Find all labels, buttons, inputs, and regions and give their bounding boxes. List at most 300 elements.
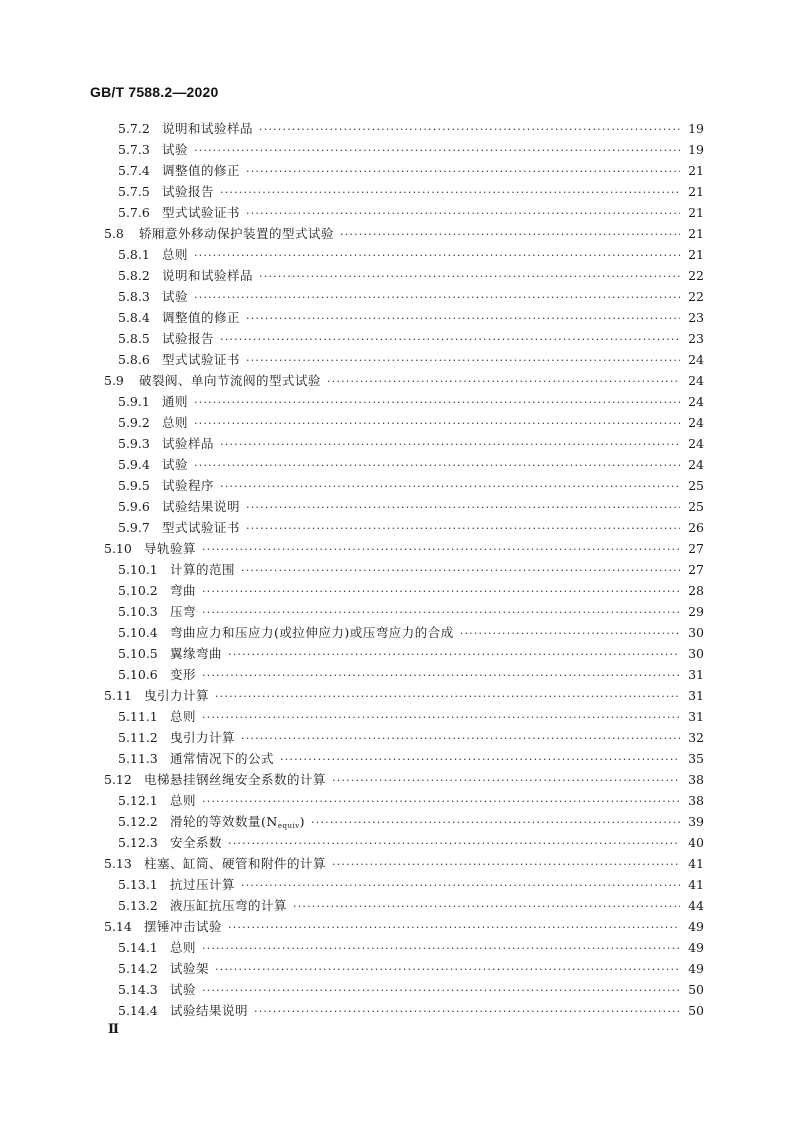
toc-title-text: 柱塞、缸筒、硬管和附件的计算 <box>144 856 327 871</box>
toc-dot-leader <box>246 161 680 182</box>
toc-title-text: 导轨验算 <box>144 541 197 556</box>
toc-title-line <box>170 979 704 1001</box>
toc-entry[interactable] <box>0 958 794 979</box>
toc-section-title <box>144 916 228 937</box>
toc-title-text: 轿厢意外移动保护装置的型式试验 <box>139 226 335 241</box>
toc-section-title <box>162 181 220 202</box>
toc-title-line <box>144 538 704 560</box>
toc-section-number: 5.9.1 <box>118 394 150 409</box>
toc-title-line <box>162 139 704 161</box>
toc-title-subscript: equiv <box>277 822 300 830</box>
toc-entry[interactable] <box>0 706 794 727</box>
toc-title-line <box>144 685 704 707</box>
toc-section-title <box>170 664 202 685</box>
toc-entry[interactable] <box>0 412 794 433</box>
toc-page-number: 19 <box>688 142 704 157</box>
toc-section-title <box>144 538 202 559</box>
toc-page-number: 24 <box>688 457 704 472</box>
toc-section-title <box>162 349 246 370</box>
toc-page-number: 29 <box>688 604 704 619</box>
toc-title-text: 曳引力计算 <box>144 688 210 703</box>
toc-section-number: 5.11.2 <box>118 730 158 745</box>
toc-section-number: 5.7.3 <box>118 142 150 157</box>
toc-page-number: 21 <box>688 163 704 178</box>
toc-title-line <box>170 790 704 812</box>
toc-title-line <box>162 328 704 350</box>
toc-page-number: 27 <box>688 562 704 577</box>
toc-title-text: 总则 <box>162 415 189 430</box>
toc-entry[interactable] <box>0 916 794 937</box>
toc-title-text: 总则 <box>170 793 197 808</box>
toc-section-title <box>144 769 332 790</box>
toc-section-number: 5.12.1 <box>118 793 158 808</box>
toc-page-number: 21 <box>688 184 704 199</box>
toc-section-number: 5.7.2 <box>118 121 150 136</box>
toc-entry[interactable] <box>0 664 794 685</box>
toc-page-number: 30 <box>688 646 704 661</box>
toc-section-number: 5.9.4 <box>118 457 150 472</box>
toc-dot-leader <box>202 602 680 623</box>
toc-page-number: 35 <box>688 751 704 766</box>
toc-title-text: 通则 <box>162 394 189 409</box>
toc-dot-leader <box>460 623 680 644</box>
toc-title-text: 试验报告 <box>162 184 215 199</box>
toc-dot-leader <box>241 728 680 749</box>
toc-section-number: 5.9.3 <box>118 436 150 451</box>
toc-entry[interactable] <box>0 895 794 916</box>
toc-section-number: 5.7.6 <box>118 205 150 220</box>
toc-entry[interactable] <box>0 853 794 874</box>
toc-section-title <box>144 685 215 706</box>
toc-title-text: 试验 <box>162 289 189 304</box>
toc-page-number: 23 <box>688 331 704 346</box>
toc-dot-leader <box>194 455 680 476</box>
toc-section-title <box>162 475 220 496</box>
toc-dot-leader <box>194 287 680 308</box>
toc-section-number: 5.9.2 <box>118 415 150 430</box>
toc-title-line <box>170 748 704 770</box>
toc-dot-leader <box>246 350 680 371</box>
toc-section-title <box>162 265 259 286</box>
toc-section-number: 5.12 <box>104 772 132 787</box>
toc-page-number: 49 <box>688 940 704 955</box>
toc-section-number: 5.14.2 <box>118 961 158 976</box>
toc-page-number: 38 <box>688 793 704 808</box>
toc-dot-leader <box>220 434 680 455</box>
toc-title-line <box>170 580 704 602</box>
toc-title-text: 变形 <box>170 667 197 682</box>
toc-title-text: 压弯 <box>170 604 197 619</box>
toc-section-number: 5.8.1 <box>118 247 150 262</box>
toc-title-line <box>170 601 704 623</box>
toc-section-number: 5.14.4 <box>118 1003 158 1018</box>
toc-title-text: 型式试验证书 <box>162 520 241 535</box>
toc-dot-leader <box>194 413 680 434</box>
toc-section-title <box>162 286 194 307</box>
toc-title-line <box>162 496 704 518</box>
toc-title-line <box>162 433 704 455</box>
toc-title-text: 电梯悬挂钢丝绳安全系数的计算 <box>144 772 327 787</box>
toc-title-text: 曳引力计算 <box>170 730 236 745</box>
toc-title-text: 试验 <box>162 142 189 157</box>
toc-title-text: 试验报告 <box>162 331 215 346</box>
toc-section-number: 5.10.3 <box>118 604 158 619</box>
toc-page-number: 25 <box>688 478 704 493</box>
toc-section-number: 5.7.4 <box>118 163 150 178</box>
toc-section-title <box>162 328 220 349</box>
toc-title-line <box>170 559 704 581</box>
toc-section-number: 5.8.2 <box>118 268 150 283</box>
toc-page-number: 25 <box>688 499 704 514</box>
toc-page-number: 28 <box>688 583 704 598</box>
toc-page-number: 21 <box>688 247 704 262</box>
toc-dot-leader <box>202 539 680 560</box>
toc-entry[interactable] <box>0 937 794 958</box>
toc-dot-leader <box>311 812 680 833</box>
toc-section-title <box>170 643 228 664</box>
toc-section-title <box>170 958 215 979</box>
toc-section-title <box>170 937 202 958</box>
toc-section-number: 5.9.6 <box>118 499 150 514</box>
toc-dot-leader <box>202 791 680 812</box>
toc-title-line <box>144 769 704 791</box>
toc-section-number: 5.13 <box>104 856 132 871</box>
toc-dot-leader <box>202 581 680 602</box>
toc-entry[interactable] <box>0 643 794 664</box>
toc-section-number: 5.14 <box>104 919 132 934</box>
toc-title-line <box>162 160 704 182</box>
toc-entry[interactable] <box>0 832 794 853</box>
toc-section-title <box>162 202 246 223</box>
toc-title-text: 试验 <box>170 982 197 997</box>
toc-title-line <box>162 265 704 287</box>
toc-title-text: 弯曲 <box>170 583 197 598</box>
toc-page-number: 24 <box>688 394 704 409</box>
toc-title-text: 型式试验证书 <box>162 352 241 367</box>
toc-dot-leader <box>340 224 680 245</box>
toc-section-title <box>162 244 194 265</box>
toc-dot-leader <box>246 308 680 329</box>
toc-section-title <box>162 517 246 538</box>
toc-title-line <box>170 1000 704 1022</box>
toc-entry[interactable] <box>0 244 794 265</box>
toc-section-title <box>170 559 241 580</box>
toc-page-number: 44 <box>688 898 704 913</box>
toc-section-number: 5.11.3 <box>118 751 158 766</box>
toc-dot-leader <box>228 917 680 938</box>
toc-title-text: 安全系数 <box>170 835 223 850</box>
toc-title-suffix: ) <box>299 814 306 829</box>
toc-entry[interactable] <box>0 538 794 559</box>
toc-dot-leader <box>280 749 680 770</box>
toc-section-title <box>170 622 460 643</box>
toc-page-number: 41 <box>688 856 704 871</box>
toc-title-line <box>170 664 704 686</box>
toc-entry[interactable] <box>0 307 794 328</box>
toc-entry[interactable] <box>0 433 794 454</box>
toc-dot-leader <box>246 518 680 539</box>
toc-title-text: 液压缸抗压弯的计算 <box>170 898 288 913</box>
toc-section-number: 5.8.6 <box>118 352 150 367</box>
toc-title-text: 试验 <box>162 457 189 472</box>
toc-dot-leader <box>202 665 680 686</box>
toc-title-text: 摆锤冲击试验 <box>144 919 223 934</box>
toc-title-text: 说明和试验样品 <box>162 121 254 136</box>
toc-title-text: 试验结果说明 <box>162 499 241 514</box>
toc-dot-leader <box>215 686 680 707</box>
toc-dot-leader <box>241 560 680 581</box>
toc-page-number: 31 <box>688 709 704 724</box>
toc-dot-leader <box>202 707 680 728</box>
toc-section-number: 5.7.5 <box>118 184 150 199</box>
toc-title-text: 破裂阀、单向节流阀的型式试验 <box>139 373 322 388</box>
toc-entry[interactable] <box>0 790 794 811</box>
toc-page-number: 49 <box>688 919 704 934</box>
toc-section-title <box>170 895 293 916</box>
toc-page-number: 30 <box>688 625 704 640</box>
toc-entry[interactable] <box>0 517 794 538</box>
toc-entry[interactable] <box>0 139 794 160</box>
toc-entry[interactable] <box>0 349 794 370</box>
toc-page-number: 24 <box>688 415 704 430</box>
toc-page-number: 50 <box>688 1003 704 1018</box>
toc-dot-leader <box>202 938 680 959</box>
toc-title-line <box>170 958 704 980</box>
toc-section-number: 5.10.4 <box>118 625 158 640</box>
toc-section-number: 5.10.6 <box>118 667 158 682</box>
toc-title-line <box>162 181 704 203</box>
toc-dot-leader <box>220 182 680 203</box>
toc-section-title <box>144 853 332 874</box>
toc-dot-leader <box>220 329 680 350</box>
toc-section-title <box>170 727 241 748</box>
toc-dot-leader <box>332 854 680 875</box>
toc-section-number: 5.13.2 <box>118 898 158 913</box>
toc-page-number: 22 <box>688 268 704 283</box>
toc-dot-leader <box>246 497 680 518</box>
toc-entry[interactable] <box>0 685 794 706</box>
toc-title-line <box>162 475 704 497</box>
toc-section-title <box>170 580 202 601</box>
toc-entry[interactable] <box>0 811 794 832</box>
toc-section-title <box>162 139 194 160</box>
toc-page-number: 24 <box>688 373 704 388</box>
toc-dot-leader <box>215 959 680 980</box>
toc-page-number: 49 <box>688 961 704 976</box>
toc-title-line <box>162 517 704 539</box>
toc-entry[interactable] <box>0 454 794 475</box>
toc-page-number: 24 <box>688 352 704 367</box>
toc-page-number: 21 <box>688 226 704 241</box>
toc-entry[interactable] <box>0 496 794 517</box>
toc-entry[interactable] <box>0 979 794 1000</box>
toc-section-title <box>139 223 340 244</box>
toc-title-line <box>170 895 704 917</box>
toc-dot-leader <box>194 392 680 413</box>
toc-title-line <box>170 643 704 665</box>
page-number-roman: Ⅱ <box>108 1022 119 1037</box>
toc-title-text: 试验程序 <box>162 478 215 493</box>
toc-page-number: 41 <box>688 877 704 892</box>
toc-section-number: 5.8.3 <box>118 289 150 304</box>
toc-page-number: 24 <box>688 436 704 451</box>
toc-dot-leader <box>194 245 680 266</box>
toc-title-text: 计算的范围 <box>170 562 236 577</box>
toc-page-number: 31 <box>688 688 704 703</box>
toc-section-title <box>139 370 327 391</box>
toc-entry[interactable] <box>0 370 794 391</box>
toc-title-line <box>162 349 704 371</box>
toc-title-text: 型式试验证书 <box>162 205 241 220</box>
toc-dot-leader <box>259 266 680 287</box>
toc-title-line <box>170 622 704 644</box>
standard-code-header: GB/T 7588.2—2020 <box>90 84 219 100</box>
toc-dot-leader <box>228 644 680 665</box>
toc-section-number: 5.12.2 <box>118 814 158 829</box>
toc-section-title <box>162 391 194 412</box>
toc-dot-leader <box>293 896 680 917</box>
toc-section-title <box>170 706 202 727</box>
toc-section-title <box>170 979 202 1000</box>
toc-section-number: 5.13.1 <box>118 877 158 892</box>
toc-title-line <box>139 223 704 245</box>
toc-title-text: 抗过压计算 <box>170 877 236 892</box>
toc-section-number: 5.9.5 <box>118 478 150 493</box>
toc-section-title <box>170 748 280 769</box>
toc-entry[interactable] <box>0 622 794 643</box>
toc-page-number: 40 <box>688 835 704 850</box>
toc-entry[interactable] <box>0 748 794 769</box>
toc-page-number: 39 <box>688 814 704 829</box>
toc-section-number: 5.8.4 <box>118 310 150 325</box>
toc-entry[interactable] <box>0 475 794 496</box>
toc-entry[interactable] <box>0 769 794 790</box>
toc-section-title <box>170 601 202 622</box>
toc-title-line <box>170 832 704 854</box>
toc-entry[interactable] <box>0 265 794 286</box>
toc-entry[interactable] <box>0 727 794 748</box>
toc-title-line <box>170 706 704 728</box>
toc-section-number: 5.10.2 <box>118 583 158 598</box>
toc-dot-leader <box>202 980 680 1001</box>
toc-title-text: 说明和试验样品 <box>162 268 254 283</box>
toc-entry[interactable] <box>0 559 794 580</box>
toc-section-title <box>162 433 220 454</box>
toc-section-title <box>162 118 259 139</box>
toc-section-title <box>162 307 246 328</box>
toc-title-text: 弯曲应力和压应力(或拉伸应力)或压弯应力的合成 <box>170 625 454 640</box>
toc-entry[interactable] <box>0 160 794 181</box>
toc-title-text: 通常情况下的公式 <box>170 751 275 766</box>
toc-entry[interactable] <box>0 580 794 601</box>
toc-section-number: 5.9 <box>104 373 124 388</box>
toc-section-number: 5.8.5 <box>118 331 150 346</box>
toc-title-line <box>139 370 704 392</box>
toc-dot-leader <box>332 770 680 791</box>
toc-title-text: 滑轮的等效数量(N <box>170 814 278 829</box>
toc-section-title <box>170 832 228 853</box>
toc-title-line <box>162 286 704 308</box>
toc-entry[interactable] <box>0 874 794 895</box>
toc-entry[interactable] <box>0 328 794 349</box>
toc-page-number: 22 <box>688 289 704 304</box>
toc-title-line <box>144 916 704 938</box>
toc-dot-leader <box>220 476 680 497</box>
toc-title-text: 总则 <box>162 247 189 262</box>
toc-title-line <box>144 853 704 875</box>
toc-dot-leader <box>254 1001 680 1022</box>
toc-page-number: 21 <box>688 205 704 220</box>
toc-entry[interactable] <box>0 1000 794 1021</box>
toc-section-number: 5.12.3 <box>118 835 158 850</box>
toc-entry[interactable] <box>0 202 794 223</box>
toc-page-number: 50 <box>688 982 704 997</box>
toc-section-title <box>170 1000 254 1021</box>
toc-section-title <box>170 790 202 811</box>
toc-title-text: 翼缘弯曲 <box>170 646 223 661</box>
toc-entry[interactable] <box>0 391 794 412</box>
toc-section-title <box>162 496 246 517</box>
toc-title-text: 试验架 <box>170 961 210 976</box>
toc-entry[interactable] <box>0 181 794 202</box>
toc-title-text: 调整值的修正 <box>162 163 241 178</box>
toc-entry[interactable] <box>0 286 794 307</box>
toc-title-line <box>162 412 704 434</box>
toc-section-title <box>162 160 246 181</box>
toc-entry[interactable] <box>0 601 794 622</box>
toc-title-line <box>170 937 704 959</box>
toc-page-number: 26 <box>688 520 704 535</box>
toc-section-number: 5.8 <box>104 226 124 241</box>
toc-title-line <box>162 454 704 476</box>
toc-title-line <box>162 202 704 224</box>
toc-entry[interactable] <box>0 223 794 244</box>
toc-dot-leader <box>194 140 680 161</box>
toc-page-number: 23 <box>688 310 704 325</box>
toc-title-text: 调整值的修正 <box>162 310 241 325</box>
toc-page-number: 27 <box>688 541 704 556</box>
toc-dot-leader <box>241 875 680 896</box>
toc-entry[interactable] <box>0 118 794 139</box>
toc-section-number: 5.9.7 <box>118 520 150 535</box>
toc-section-title <box>170 874 241 895</box>
toc-section-title <box>162 454 194 475</box>
toc-title-line <box>162 244 704 266</box>
toc-title-line <box>170 874 704 896</box>
toc-dot-leader <box>228 833 680 854</box>
toc-title-text: 试验结果说明 <box>170 1003 249 1018</box>
toc-page-number: 32 <box>688 730 704 745</box>
toc-page-number: 19 <box>688 121 704 136</box>
toc-page-number: 31 <box>688 667 704 682</box>
toc-dot-leader <box>259 119 680 140</box>
toc-title-line <box>162 391 704 413</box>
toc-title-line <box>162 118 704 140</box>
toc-page-number: 38 <box>688 772 704 787</box>
toc-section-number: 5.10 <box>104 541 132 556</box>
toc-section-number: 5.14.3 <box>118 982 158 997</box>
toc-section-number: 5.10.5 <box>118 646 158 661</box>
toc-dot-leader <box>246 203 680 224</box>
toc-section-title <box>162 412 194 433</box>
toc-section-number: 5.11 <box>104 688 132 703</box>
toc-section-number: 5.11.1 <box>118 709 158 724</box>
toc-title-line <box>170 727 704 749</box>
toc-dot-leader <box>327 371 680 392</box>
toc-title-text: 试验样品 <box>162 436 215 451</box>
toc-section-number: 5.10.1 <box>118 562 158 577</box>
toc-section-number: 5.14.1 <box>118 940 158 955</box>
